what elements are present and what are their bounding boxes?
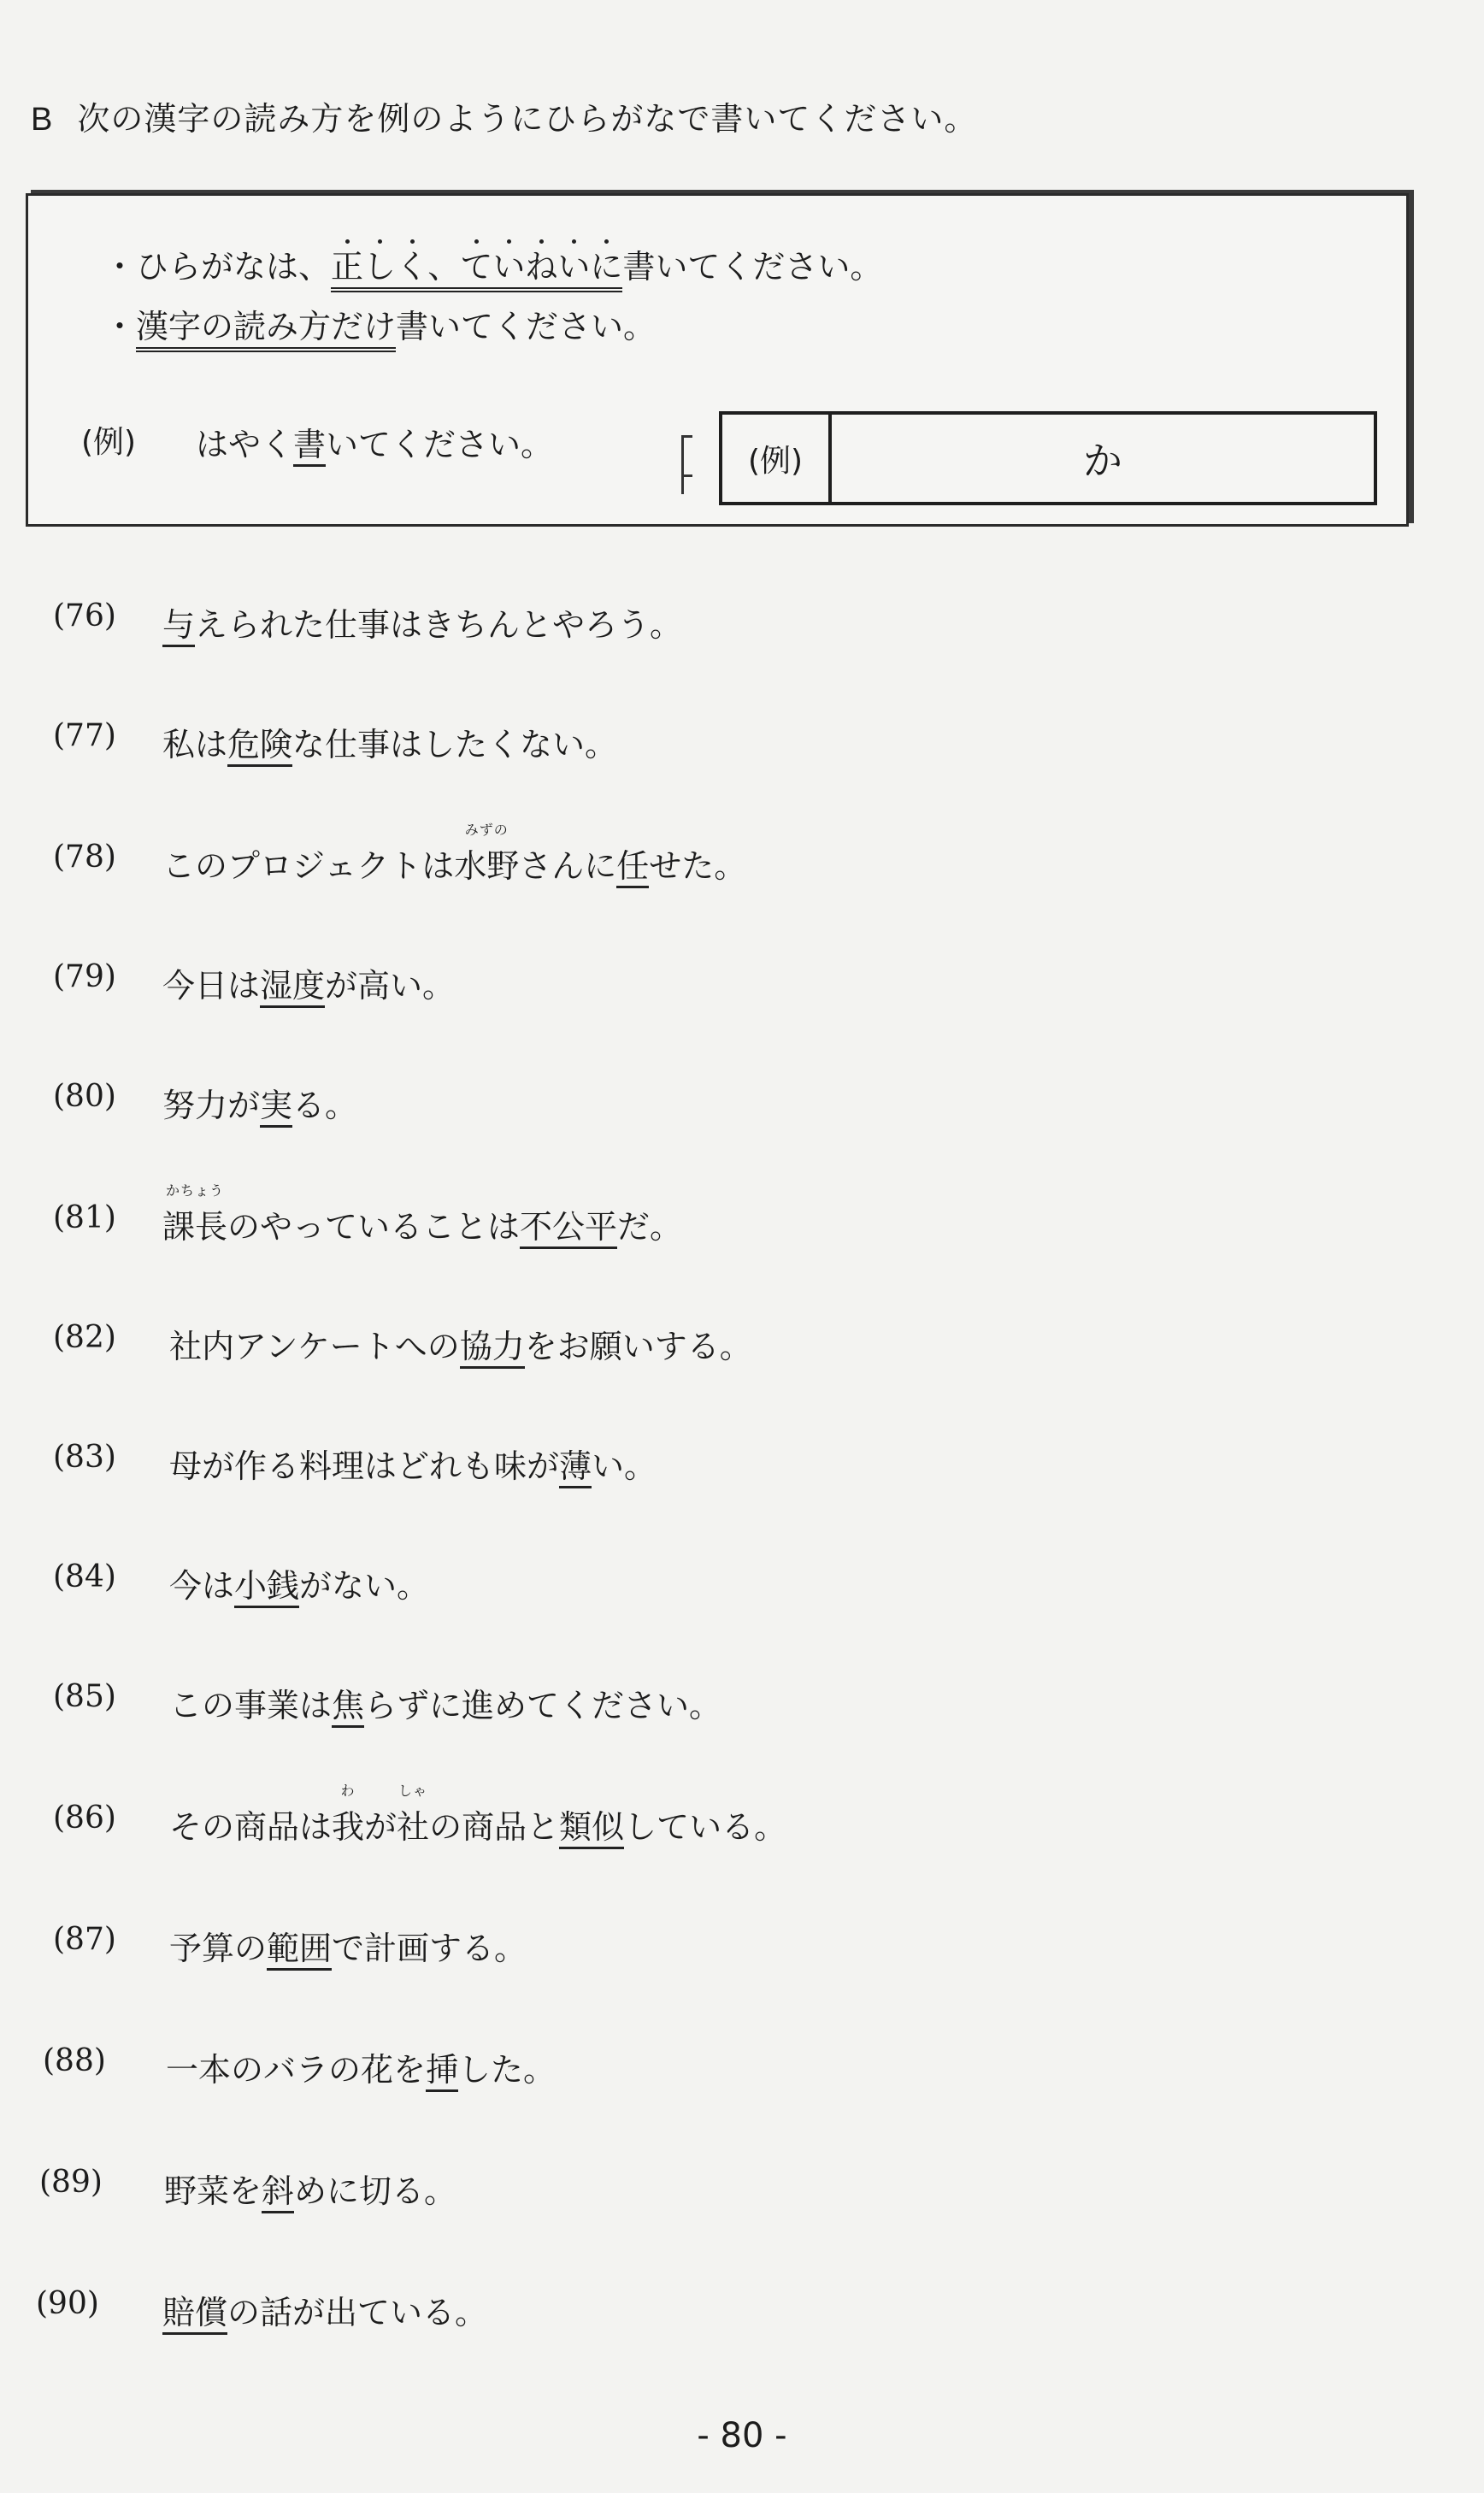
- text-part: めに切る。: [294, 2172, 457, 2210]
- question-number: (88): [43, 2043, 106, 2078]
- question-number: (78): [53, 840, 116, 875]
- text-part: がない。: [299, 1567, 430, 1605]
- text-part: 水野: [454, 847, 520, 885]
- text-part: このプロジェクトは: [162, 847, 455, 885]
- rule-1-lead: ・ひらがなは、: [103, 248, 332, 286]
- example-answer-box: [719, 411, 1377, 505]
- rule-2-emphasis: 漢字の読み方だけ: [136, 308, 396, 352]
- target-word: 小銭: [234, 1567, 299, 1608]
- rule-2-rest: 書いてください。: [396, 308, 657, 345]
- question-number: (83): [53, 1440, 116, 1475]
- example-before: はやく: [196, 426, 294, 463]
- target-word: 焦: [332, 1687, 364, 1728]
- question-text: [169, 1679, 721, 1726]
- question-number: (87): [53, 1922, 116, 1957]
- answer-label: (例): [722, 415, 832, 502]
- question-number: (79): [53, 959, 116, 994]
- question-text: [169, 1559, 429, 1606]
- example-target: 書: [293, 426, 326, 467]
- text-part: のやっていることは: [227, 1208, 521, 1246]
- target-word: 与: [162, 606, 195, 647]
- question-number: (76): [53, 598, 116, 634]
- text-part: らずに進めてください。: [364, 1687, 722, 1724]
- example-label: (例): [81, 425, 137, 460]
- text-part: が高い。: [325, 967, 456, 1005]
- furigana: かちょう: [165, 1182, 225, 1199]
- target-word: 薄: [559, 1447, 592, 1488]
- question-number: (82): [53, 1320, 116, 1355]
- text-part: 一本のバラの花を: [166, 2051, 427, 2089]
- text-part: 社内アンケートへの: [169, 1328, 460, 1365]
- ruby-word: [332, 1783, 365, 1848]
- section-heading: [31, 92, 977, 139]
- rule-1-emphasis-text: 正しく、ていねいに: [331, 248, 623, 286]
- target-word: 挿: [426, 2051, 458, 2092]
- text-part: 今は: [169, 1567, 235, 1605]
- rule-2-lead: ・: [103, 308, 137, 345]
- text-part: えられた仕事はきちんとやろう。: [195, 606, 683, 644]
- question-number: (81): [53, 1200, 116, 1235]
- target-word: 任: [616, 847, 649, 888]
- rule-2: [103, 300, 656, 347]
- question-number: (85): [53, 1679, 116, 1714]
- target-word: 不公平: [520, 1208, 617, 1249]
- question-text: [162, 2286, 487, 2333]
- target-word: 協力: [460, 1328, 525, 1369]
- target-word: 実: [260, 1087, 292, 1128]
- text-part: 社: [397, 1808, 430, 1846]
- section-instruction: 次の漢字の読み方を例のようにひらがなで書いてください。: [77, 100, 978, 138]
- text-part: で計画する。: [332, 1930, 527, 1967]
- bracket-mark-lower: [681, 474, 692, 494]
- ruby-word: [397, 1783, 430, 1848]
- question-text: [169, 1783, 787, 1848]
- text-part: い。: [592, 1447, 657, 1485]
- ruby-word: [454, 822, 520, 887]
- target-word: 範囲: [267, 1930, 332, 1971]
- question-text: [162, 822, 747, 887]
- text-part: その商品は: [169, 1808, 333, 1846]
- question-text: [162, 1079, 357, 1126]
- question-number: (77): [53, 718, 116, 753]
- example-sentence: [196, 418, 553, 465]
- furigana: みずの: [464, 822, 509, 838]
- question-text: [169, 1320, 752, 1367]
- page-number: - 80 -: [697, 2416, 787, 2455]
- question-text: [166, 2043, 556, 2090]
- question-number: (89): [39, 2165, 103, 2200]
- instruction-box: [26, 193, 1409, 527]
- text-part: の商品と: [429, 1808, 560, 1846]
- text-part: せた。: [649, 847, 747, 885]
- question-text: [162, 598, 682, 645]
- question-number: (80): [53, 1079, 116, 1114]
- text-part: が: [364, 1808, 398, 1846]
- text-part: な仕事はしたくない。: [292, 726, 618, 763]
- text-part: の話が出ている。: [227, 2294, 488, 2331]
- text-part: だ。: [617, 1208, 683, 1246]
- rule-1-rest: 書いてください。: [622, 248, 883, 286]
- text-part: さんに: [519, 847, 617, 885]
- section-letter: B: [31, 102, 54, 138]
- target-word: 類似: [559, 1808, 624, 1849]
- text-part: 母が作る料理はどれも味が: [169, 1447, 560, 1485]
- text-part: 努力が: [162, 1087, 261, 1124]
- text-part: この事業は: [169, 1687, 333, 1724]
- furigana: しゃ: [398, 1783, 428, 1799]
- question-number: (90): [36, 2286, 99, 2321]
- text-part: 今日は: [162, 967, 261, 1005]
- text-part: した。: [458, 2051, 556, 2089]
- target-word: 賠償: [162, 2294, 227, 2335]
- text-part: 私は: [162, 726, 228, 763]
- target-word: 斜: [262, 2172, 294, 2213]
- text-part: る。: [292, 1087, 358, 1124]
- text-part: 我: [332, 1808, 365, 1846]
- text-part: をお願いする。: [524, 1328, 752, 1365]
- text-part: している。: [624, 1808, 787, 1846]
- question-text: [169, 1922, 527, 1969]
- text-part: 課長: [162, 1208, 228, 1246]
- rule-1: [103, 240, 882, 287]
- question-number: (84): [53, 1559, 116, 1594]
- question-text: [169, 1440, 657, 1487]
- rule-1-emphasis: [331, 248, 622, 292]
- question-text: [162, 1182, 683, 1247]
- target-word: 湿度: [260, 967, 325, 1008]
- text-part: 予算の: [169, 1930, 268, 1967]
- furigana: わ: [340, 1783, 356, 1799]
- question-text: [162, 718, 617, 765]
- text-part: 野菜を: [164, 2172, 262, 2210]
- question-text: [162, 959, 455, 1006]
- answer-value: か: [1083, 438, 1122, 484]
- target-word: 危険: [227, 726, 292, 767]
- question-text: [164, 2165, 456, 2212]
- ruby-word: [162, 1182, 228, 1247]
- question-number: (86): [53, 1800, 116, 1836]
- example-after: いてください。: [326, 426, 554, 463]
